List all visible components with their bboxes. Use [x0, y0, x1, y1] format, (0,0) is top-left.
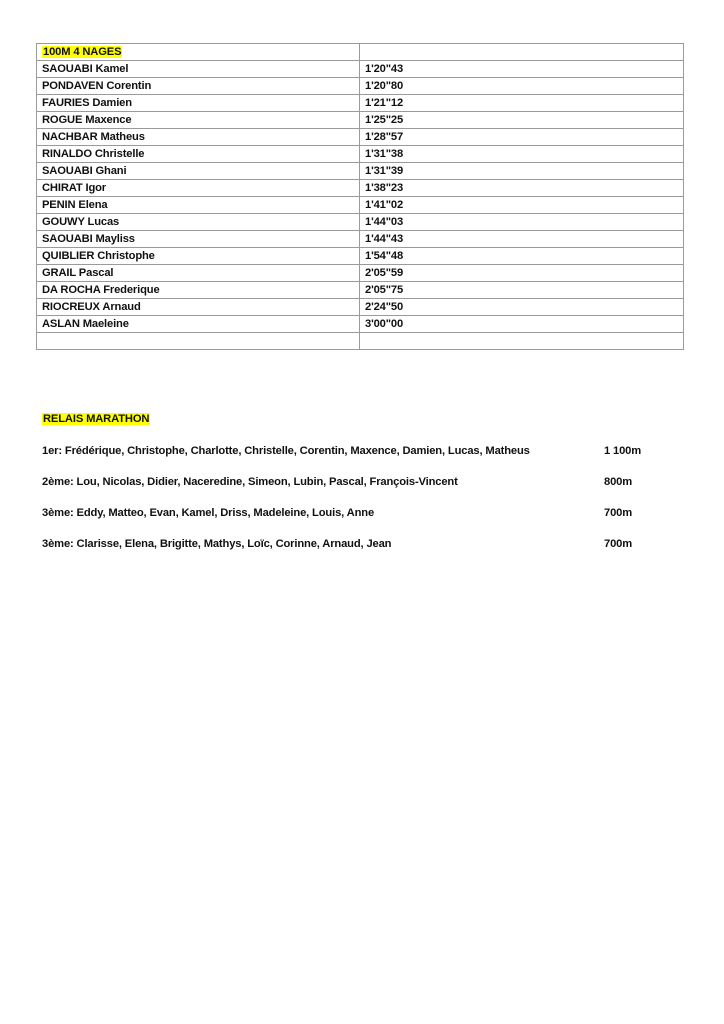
swimmer-name-cell: DA ROCHA Frederique [37, 282, 360, 299]
relay-team: 3ème: Eddy, Matteo, Evan, Kamel, Driss, Madeleine, Louis, Anne [42, 507, 375, 519]
swim-time-cell: 1'38"23 [360, 180, 684, 197]
swimmer-name-cell: ROGUE Maxence [37, 112, 360, 129]
table-row [37, 265, 684, 282]
relay-entry [42, 536, 682, 552]
relay-entry [42, 443, 682, 459]
swimmer-name-cell: RINALDO Christelle [37, 146, 360, 163]
swim-time-cell: 1'28"57 [360, 129, 684, 146]
swimmer-name-cell: GRAIL Pascal [37, 265, 360, 282]
swim-time-cell: 1'20"80 [360, 78, 684, 95]
swimmer-name-cell [37, 333, 360, 350]
swim-time-cell: 1'41"02 [360, 197, 684, 214]
header-right-cell [360, 44, 684, 61]
relay-distance: 1 100m [604, 445, 642, 457]
swim-time-cell: 1'21"12 [360, 95, 684, 112]
relay-distance: 800m [604, 476, 633, 488]
swimmer-name-cell: CHIRAT Igor [37, 180, 360, 197]
relay-team: 2ème: Lou, Nicolas, Didier, Naceredine, Simeon, Lubin, Pascal, François-Vincent [42, 476, 458, 488]
swimmer-name-cell: QUIBLIER Christophe [37, 248, 360, 265]
swim-time-cell [360, 333, 684, 350]
table-row [37, 180, 684, 197]
table-row [37, 129, 684, 146]
relay-section-title [42, 412, 150, 427]
table-row [37, 163, 684, 180]
swim-time-cell: 1'54"48 [360, 248, 684, 265]
swimmer-name-cell: SAOUABI Mayliss [37, 231, 360, 248]
swimmer-name-cell: GOUWY Lucas [37, 214, 360, 231]
relay-team: 3ème: Clarisse, Elena, Brigitte, Mathys, Loïc, Corinne, Arnaud, Jean [42, 538, 392, 550]
swim-time-cell: 2'24"50 [360, 299, 684, 316]
swimmer-name-cell: NACHBAR Matheus [37, 129, 360, 146]
swim-time-cell: 1'44"43 [360, 231, 684, 248]
table-row [37, 299, 684, 316]
relay-entry [42, 474, 682, 490]
swimmer-name-cell: PENIN Elena [37, 197, 360, 214]
results-table-body [37, 44, 684, 350]
table-row [37, 333, 684, 350]
table-row [37, 248, 684, 265]
table-row [37, 95, 684, 112]
table-row [37, 231, 684, 248]
event-title-cell [37, 44, 360, 61]
relay-entry [42, 505, 682, 521]
table-row [37, 282, 684, 299]
swimmer-name-cell: FAURIES Damien [37, 95, 360, 112]
results-table [36, 43, 684, 350]
relay-team: 1er: Frédérique, Christophe, Charlotte, Christelle, Corentin, Maxence, Damien, Lucas, Matheus [42, 445, 530, 457]
swim-time-cell: 1'31"39 [360, 163, 684, 180]
table-header-row [37, 44, 684, 61]
swimmer-name-cell: SAOUABI Ghani [37, 163, 360, 180]
swim-time-cell: 2'05"75 [360, 282, 684, 299]
swimmer-name-cell: PONDAVEN Corentin [37, 78, 360, 95]
table-row [37, 78, 684, 95]
table-row [37, 61, 684, 78]
swim-time-cell: 2'05"59 [360, 265, 684, 282]
swim-time-cell: 1'44"03 [360, 214, 684, 231]
table-row [37, 146, 684, 163]
table-row [37, 316, 684, 333]
swim-time-cell: 3'00"00 [360, 316, 684, 333]
swimmer-name-cell: RIOCREUX Arnaud [37, 299, 360, 316]
relay-title: RELAIS MARATHON [43, 413, 150, 425]
swim-time-cell: 1'20"43 [360, 61, 684, 78]
swimmer-name-cell: ASLAN Maeleine [37, 316, 360, 333]
swim-time-cell: 1'31"38 [360, 146, 684, 163]
event-title: 100M 4 NAGES [43, 46, 122, 58]
relay-distance: 700m [604, 507, 633, 519]
relay-distance: 700m [604, 538, 633, 550]
swim-time-cell: 1'25"25 [360, 112, 684, 129]
swimmer-name-cell: SAOUABI Kamel [37, 61, 360, 78]
table-row [37, 112, 684, 129]
table-row [37, 214, 684, 231]
table-row [37, 197, 684, 214]
